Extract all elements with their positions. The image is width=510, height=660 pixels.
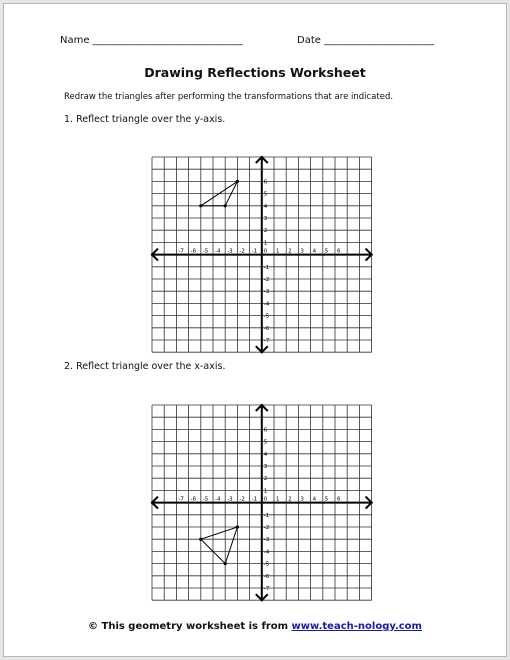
worksheet-page [3,3,507,657]
triangle-vertex [224,562,227,565]
y-tick-label: 3 [263,216,268,222]
footer-credit [4,621,506,632]
y-tick-label: 2 [263,476,268,483]
date-field: Date ______________________ [297,35,435,46]
x-tick-label: -1 [251,496,258,503]
y-tick-label: -6 [263,325,270,332]
triangle-2 [201,527,238,564]
coordinate-grid-2 [149,402,374,602]
y-tick-label: -7 [263,338,270,344]
worksheet-title: Drawing Reflections Worksheet [144,65,366,80]
y-tick-label: -1 [263,264,270,271]
x-tick-label: -7 [178,248,184,255]
y-tick-label: -4 [263,549,270,556]
y-tick-label: -3 [263,537,270,544]
x-tick-label: 0 [263,496,268,503]
x-tick-label: -5 [202,496,209,503]
teach-nology-link[interactable]: www.teach-nology.com [291,621,422,632]
x-tick-label: 4 [312,248,317,255]
triangle-vertex [236,525,239,528]
x-tick-label: 2 [288,248,292,255]
x-tick-label: -2 [239,496,245,503]
x-tick-label: -5 [202,248,209,255]
x-tick-label: 1 [276,248,280,255]
y-tick-label: -2 [263,525,270,531]
y-tick-label: -1 [263,512,270,519]
problem-2-label: 2. Reflect triangle over the x-axis. [64,361,226,372]
x-tick-label: -4 [215,248,221,255]
y-tick-label: 3 [263,464,268,470]
y-tick-label: 6 [263,427,268,434]
instructions: Redraw the triangles after performing the transformations that are indicated. [64,92,394,102]
y-tick-label: 6 [263,179,268,186]
y-tick-label: 5 [263,439,268,446]
x-tick-label: -3 [227,496,233,503]
x-tick-label: 3 [300,248,304,255]
x-tick-label: -2 [239,248,245,255]
y-tick-label: -5 [263,561,270,568]
triangle-vertex [199,204,202,207]
y-tick-label: 2 [263,228,268,235]
y-tick-label: -5 [263,313,270,320]
y-tick-label: -7 [263,586,270,592]
y-tick-label: -2 [263,277,270,283]
triangle-vertex [224,204,227,207]
y-tick-label: 1 [263,488,268,495]
x-tick-label: 5 [324,496,329,503]
y-tick-label: -6 [263,573,270,580]
x-tick-label: -3 [227,248,233,255]
x-tick-label: -4 [215,496,221,503]
x-tick-label: 0 [263,248,268,255]
triangle-vertex [199,538,202,541]
y-tick-label: 4 [263,451,268,458]
y-tick-label: -4 [263,301,270,308]
x-tick-label: -1 [251,248,258,255]
y-tick-label: -3 [263,289,270,296]
y-tick-label: 1 [263,240,268,247]
y-tick-label: 4 [263,203,268,210]
problem-1-label: 1. Reflect triangle over the y-axis. [64,114,226,125]
x-tick-label: 4 [312,496,317,503]
x-tick-label: 6 [337,248,341,255]
x-tick-label: 1 [276,496,280,503]
y-tick-label: 5 [263,191,268,198]
x-tick-label: -6 [190,248,197,255]
coordinate-grid-1 [149,154,374,354]
x-tick-label: -6 [190,496,197,503]
x-tick-label: -7 [178,496,184,503]
name-field: Name ______________________________ [60,35,243,46]
triangle-vertex [236,180,239,183]
x-tick-label: 3 [300,496,304,503]
x-tick-label: 2 [288,496,292,503]
x-tick-label: 5 [324,248,329,255]
x-tick-label: 6 [337,496,341,503]
footer-text: © This geometry worksheet is from [88,621,292,632]
